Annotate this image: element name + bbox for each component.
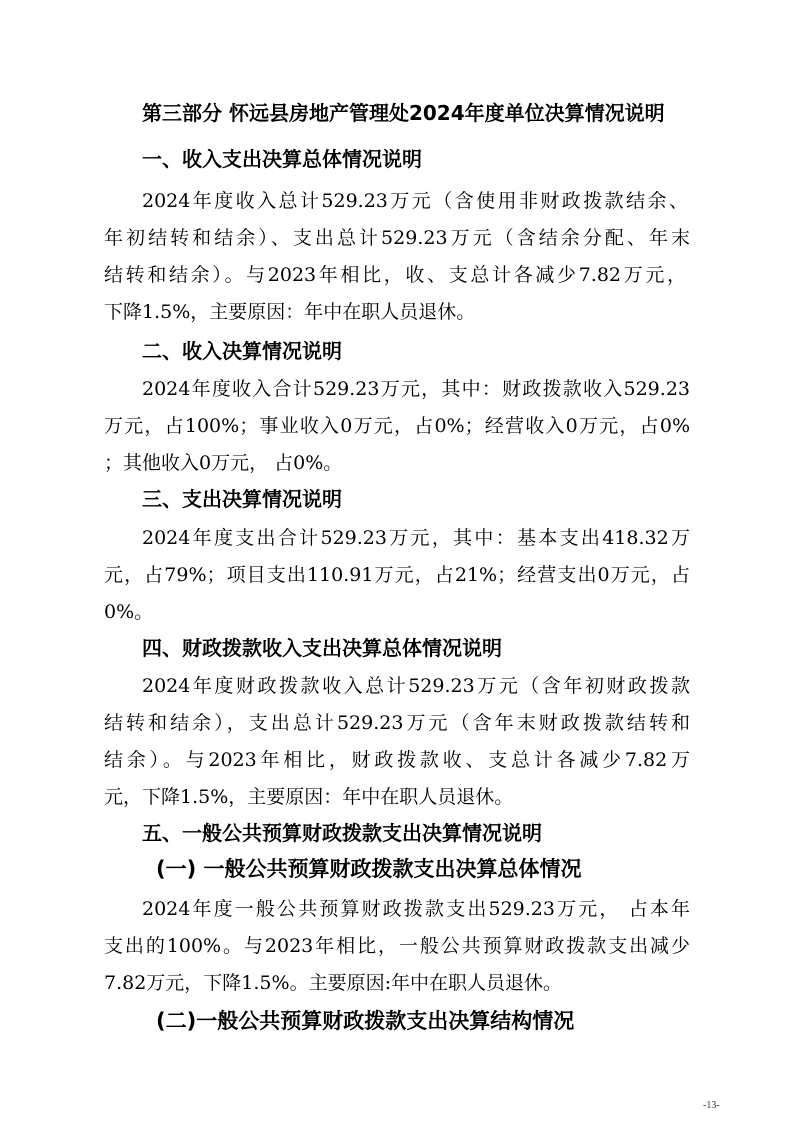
section-4-line-4: 元，下降1.5%，主要原因：年中在职人员退休。 [104,786,514,808]
section-3-line-2: 元，占79%；项目支出110.91万元，占21%；经营支出0万元，占 [104,564,690,586]
page-title: 第三部分 怀远县房地产管理处2024年度单位决算情况说明 [142,101,665,125]
section-4-heading: 四、财政拨款收入支出决算总体情况说明 [142,636,502,660]
section-3-line-1: 2024年度支出合计529.23万元，其中：基本支出418.32万 [142,527,690,549]
section-2-line-3: ；其他收入0万元， 占0%。 [104,452,343,474]
section-1-line-2: 年初结转和结余）、支出总计529.23万元（含结余分配、年末 [104,227,690,249]
section-2-heading: 二、收入决算情况说明 [142,339,342,363]
section-1-line-1: 2024年度收入总计529.23万元（含使用非财政拨款结余、 [142,190,688,212]
section-5-line-3: 7.82万元，下降1.5%。主要原因:年中在职人员退休。 [104,972,562,994]
section-4-line-3: 结余）。与2023年相比，财政拨款收、支总计各减少7.82万 [104,749,690,771]
section-1-line-4: 下降1.5%，主要原因：年中在职人员退休。 [104,301,476,323]
section-5-subheading-1: (一) 一般公共预算财政拨款支出决算总体情况 [156,857,582,881]
section-4-line-1: 2024年度财政拨款收入总计529.23万元（含年初财政拨款 [142,675,690,697]
page-number: -13- [703,1100,720,1111]
section-3-line-3: 0%。 [104,601,154,623]
section-1-line-3: 结转和结余）。与2023年相比，收、支总计各减少7.82万元， [104,264,686,286]
section-5-line-1: 2024年度一般公共预算财政拨款支出529.23万元， 占本年 [142,898,690,920]
section-5-heading: 五、一般公共预算财政拨款支出决算情况说明 [142,821,542,845]
section-4-line-2: 结转和结余），支出总计529.23万元（含年末财政拨款结转和 [104,712,690,734]
section-1-heading: 一、收入支出决算总体情况说明 [142,147,422,171]
section-3-heading: 三、支出决算情况说明 [142,487,342,511]
section-5-line-2: 支出的100%。与2023年相比，一般公共预算财政拨款支出减少 [104,935,690,957]
section-2-line-2: 万元，占100%；事业收入0万元，占0%；经营收入0万元，占0% [104,415,690,437]
section-2-line-1: 2024年度收入合计529.23万元，其中：财政拨款收入529.23 [142,378,690,400]
section-5-subheading-2: (二)一般公共预算财政拨款支出决算结构情况 [156,1009,575,1033]
